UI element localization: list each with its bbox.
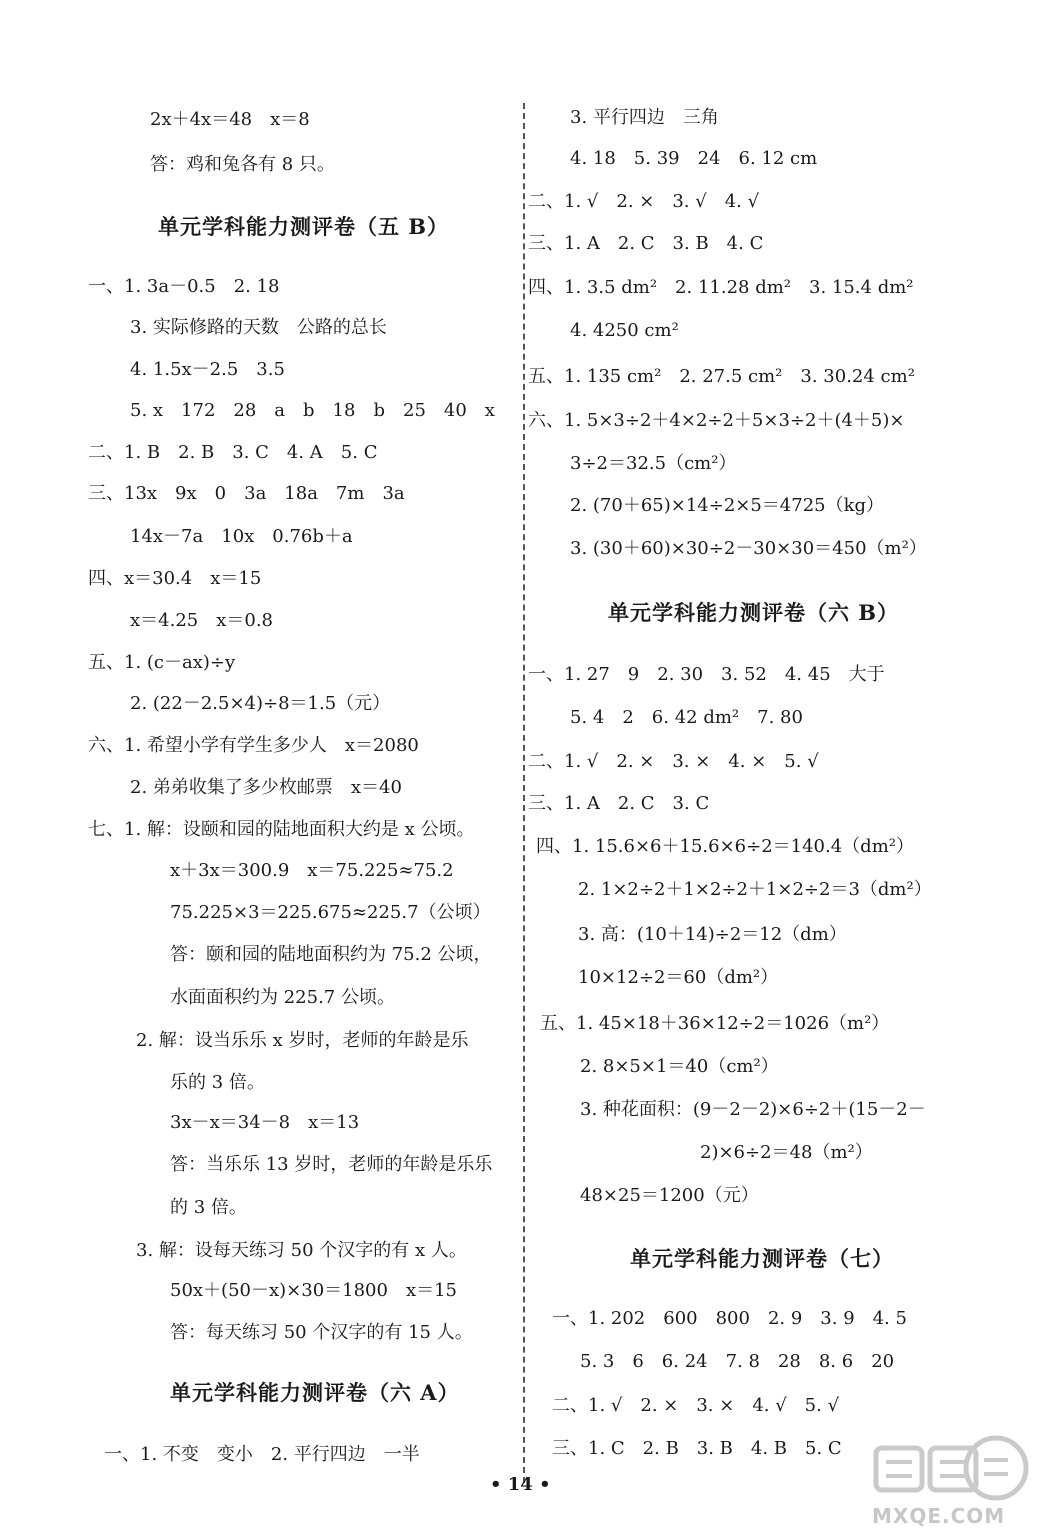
- left-answer-line: 4. 1.5x－2.5 3.5: [130, 359, 285, 380]
- left-answer-line: 水面面积约为 225.7 公顷。: [170, 987, 395, 1008]
- right-answer-line: 10×12÷2＝60（dm²）: [578, 967, 779, 988]
- right-answer-line: 2. 1×2÷2＋1×2÷2＋1×2÷2＝3（dm²）: [578, 879, 932, 900]
- left-answer-line: 3. 实际修路的天数 公路的总长: [130, 317, 387, 338]
- right-answer-line: 48×25＝1200（元）: [580, 1185, 759, 1206]
- watermark-logo: [868, 1430, 1038, 1530]
- left-answer-line: 3. 解：设每天练习 50 个汉字的有 x 人。: [136, 1240, 467, 1261]
- column-divider: [523, 103, 525, 1483]
- right-answer-line: 3. 高：(10＋14)÷2＝12（dm）: [578, 924, 847, 945]
- left-answer-line: 五、1. (c－ax)÷y: [88, 652, 236, 673]
- left-answer-line: 六、1. 希望小学有学生多少人 x＝2080: [88, 735, 419, 756]
- right-answer-line: 四、1. 15.6×6＋15.6×6÷2＝140.4（dm²）: [536, 836, 914, 857]
- left-answer-line: 一、1. 3a－0.5 2. 18: [88, 276, 280, 297]
- left-answer-line: 2. 解：设当乐乐 x 岁时，老师的年龄是乐: [136, 1030, 469, 1051]
- right-answer-line: 五、1. 45×18＋36×12÷2＝1026（m²）: [540, 1013, 890, 1034]
- left-answer-line: 一、1. 不变 变小 2. 平行四边 一半: [104, 1444, 420, 1465]
- left-section-heading: 单元学科能力测评卷（六 A）: [170, 1380, 460, 1405]
- right-answer-line: 5. 4 2 6. 42 dm² 7. 80: [570, 707, 803, 728]
- left-answer-line: 5. x 172 28 a b 18 b 25 40 x: [130, 400, 495, 421]
- right-answer-line: 四、1. 3.5 dm² 2. 11.28 dm² 3. 15.4 dm²: [528, 277, 914, 298]
- right-answer-line: 2. 8×5×1＝40（cm²）: [580, 1056, 779, 1077]
- left-answer-line: 三、13x 9x 0 3a 18a 7m 3a: [88, 483, 405, 504]
- left-answer-line: 2. (22－2.5×4)÷8＝1.5（元）: [130, 693, 391, 714]
- right-answer-line: 二、1. √ 2. × 3. √ 4. √: [528, 191, 760, 212]
- right-answer-line: 2)×6÷2＝48（m²）: [700, 1142, 873, 1163]
- right-answer-line: 4. 18 5. 39 24 6. 12 cm: [570, 148, 818, 169]
- right-answer-line: 一、1. 27 9 2. 30 3. 52 4. 45 大于: [528, 664, 885, 685]
- left-section-heading: 单元学科能力测评卷（五 B）: [158, 214, 450, 239]
- right-answer-line: 3. 平行四边 三角: [570, 107, 719, 128]
- right-answer-line: 3. (30＋60)×30÷2－30×30＝450（m²）: [570, 538, 927, 559]
- right-answer-line: 三、1. A 2. C 3. C: [528, 793, 710, 814]
- left-answer-line: 14x－7a 10x 0.76b＋a: [130, 526, 353, 547]
- left-answer-line: 答：当乐乐 13 岁时，老师的年龄是乐乐: [170, 1154, 493, 1175]
- right-answer-line: 二、1. √ 2. × 3. × 4. × 5. √: [528, 751, 819, 772]
- left-answer-line: 2x＋4x＝48 x＝8: [150, 109, 310, 130]
- right-answer-line: 五、1. 135 cm² 2. 27.5 cm² 3. 30.24 cm²: [528, 366, 915, 387]
- left-answer-line: 七、1. 解：设颐和园的陆地面积大约是 x 公顷。: [88, 819, 475, 840]
- left-answer-line: 75.225×3＝225.675≈225.7（公顷）: [170, 902, 491, 923]
- right-section-heading: 单元学科能力测评卷（六 B）: [608, 600, 900, 625]
- right-section-heading: 单元学科能力测评卷（七）: [630, 1246, 894, 1271]
- watermark-text: MXQE.COM: [872, 1504, 1006, 1528]
- left-answer-line: x＝4.25 x＝0.8: [130, 610, 274, 631]
- right-answer-line: 3. 种花面积：(9－2－2)×6÷2＋(15－2－: [580, 1099, 926, 1120]
- left-answer-line: 答：每天练习 50 个汉字的有 15 人。: [170, 1322, 473, 1343]
- right-answer-line: 2. (70＋65)×14÷2×5＝4725（kg）: [570, 495, 885, 516]
- page-number: • 14 •: [490, 1474, 551, 1495]
- left-answer-line: 答：鸡和兔各有 8 只。: [150, 154, 335, 175]
- left-answer-line: 3x－x＝34－8 x＝13: [170, 1112, 360, 1133]
- right-answer-line: 一、1. 202 600 800 2. 9 3. 9 4. 5: [552, 1308, 908, 1329]
- right-answer-line: 3÷2＝32.5（cm²）: [570, 453, 737, 474]
- left-answer-line: x＋3x＝300.9 x＝75.225≈75.2: [170, 860, 454, 881]
- left-answer-line: 答：颐和园的陆地面积约为 75.2 公顷，: [170, 944, 492, 965]
- right-answer-line: 六、1. 5×3÷2＋4×2÷2＋5×3÷2＋(4＋5)×: [528, 410, 905, 431]
- left-answer-line: 2. 弟弟收集了多少枚邮票 x＝40: [130, 777, 402, 798]
- left-answer-line: 乐的 3 倍。: [170, 1072, 265, 1093]
- left-answer-line: 50x＋(50－x)×30＝1800 x＝15: [170, 1280, 458, 1301]
- right-answer-line: 5. 3 6 6. 24 7. 8 28 8. 6 20: [580, 1351, 895, 1372]
- watermark-icon: [868, 1430, 1038, 1510]
- left-answer-line: 四、x＝30.4 x＝15: [88, 568, 262, 589]
- right-answer-line: 三、1. C 2. B 3. B 4. B 5. C: [552, 1438, 842, 1459]
- right-answer-line: 三、1. A 2. C 3. B 4. C: [528, 233, 764, 254]
- right-answer-line: 4. 4250 cm²: [570, 320, 679, 341]
- right-answer-line: 二、1. √ 2. × 3. × 4. √ 5. √: [552, 1395, 840, 1416]
- left-answer-line: 的 3 倍。: [170, 1197, 247, 1218]
- left-answer-line: 二、1. B 2. B 3. C 4. A 5. C: [88, 442, 378, 463]
